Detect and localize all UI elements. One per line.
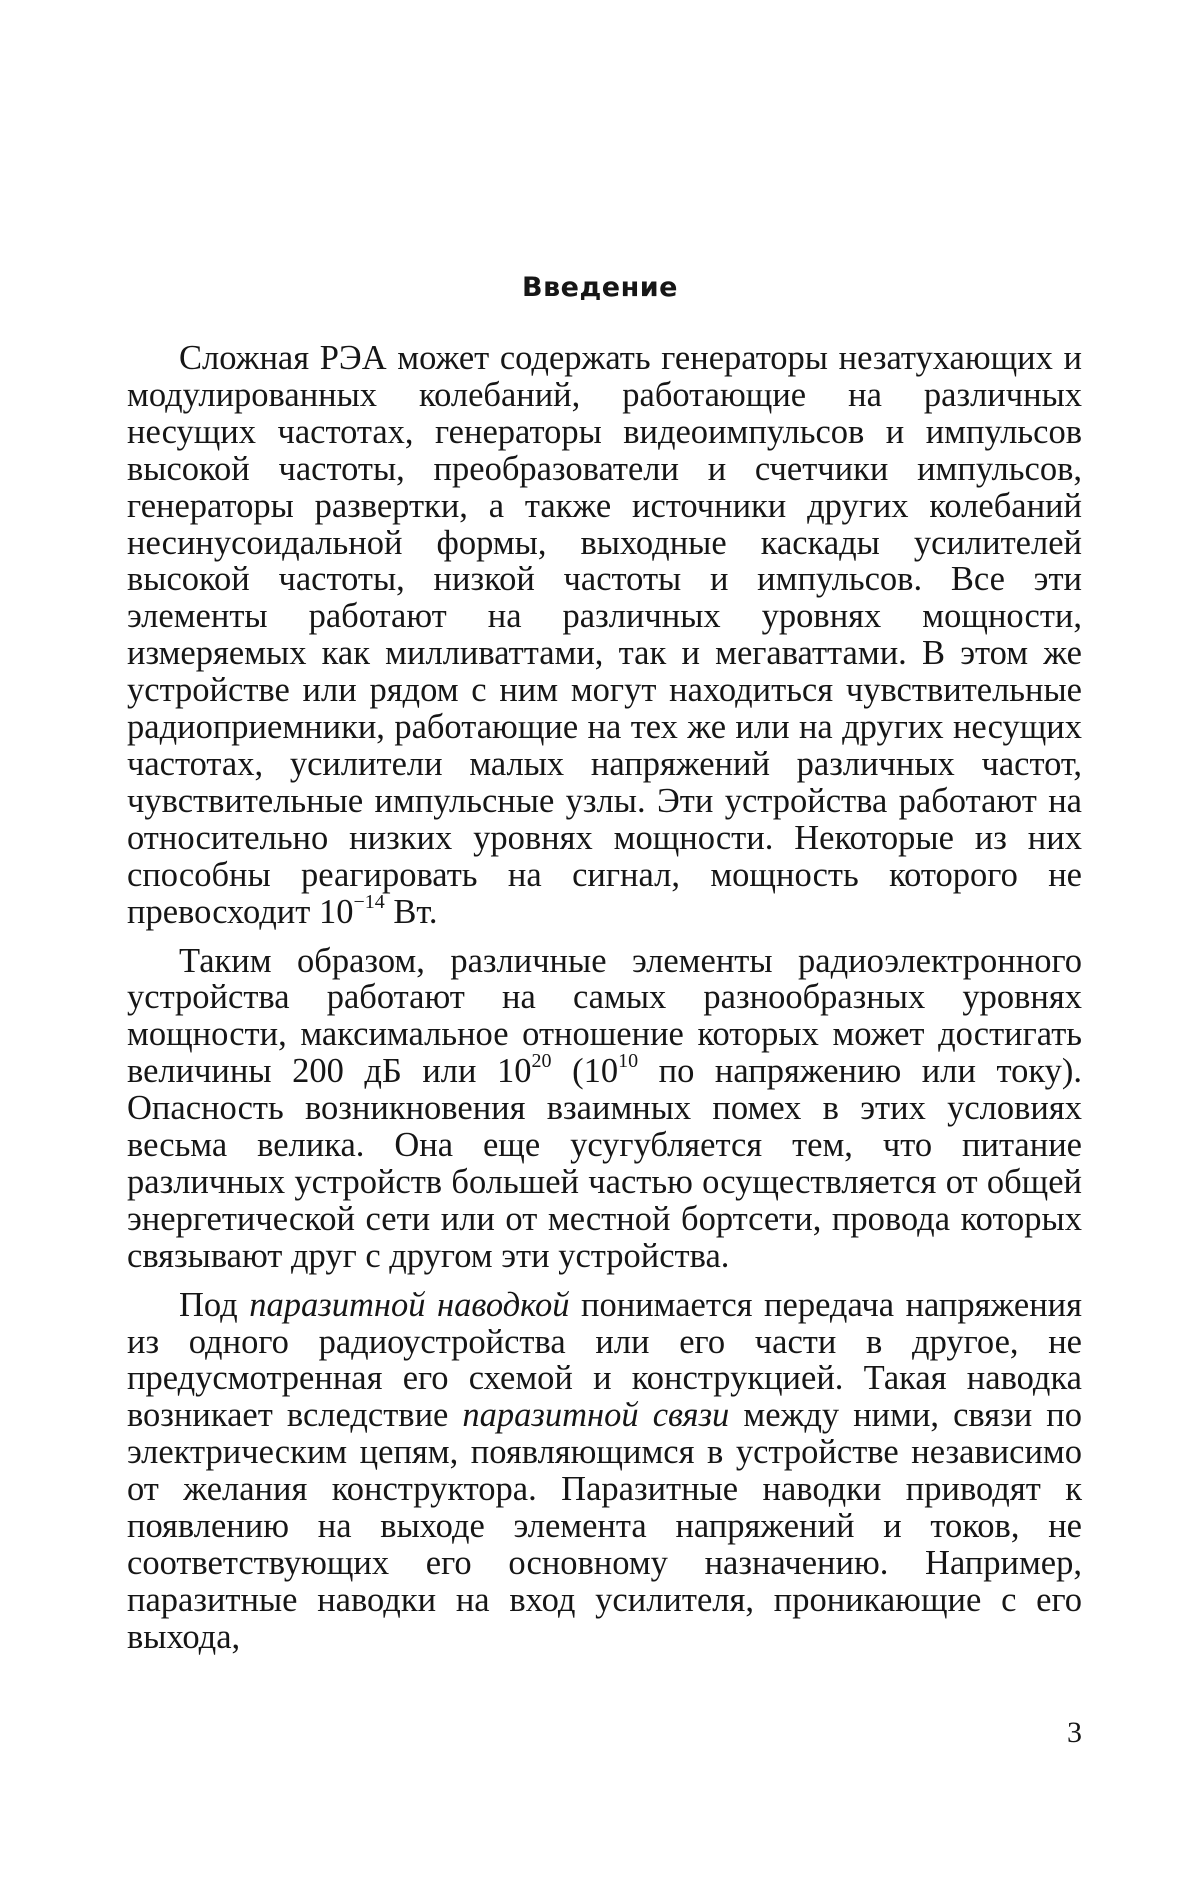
page-heading: Введение xyxy=(522,272,678,303)
paragraph-3-part-2: понимается передача напряжения из одного радиоустройства или его части в другое, не предусмотренная его схемой и конструкцией. Такая наводка возникает вследствие xyxy=(127,1285,1082,1435)
ratio-exponent: 20 xyxy=(531,1050,552,1073)
paragraph-3 xyxy=(127,1287,1082,1656)
body-text xyxy=(127,340,1082,1656)
paragraph-1 xyxy=(127,340,1082,931)
paragraph-2-part-1: Таким образом, различные элементы радиоэлектронного устройства работают на самых разнообразных уровнях мощности, максимальное отношение которых может достигать величины 200 дБ или 10 xyxy=(127,941,1082,1091)
paragraph-2-part-3: по напряжению или току). Опасность возникновения взаимных помех в этих условиях весьма велика. Она еще усугубляется тем, что питание различных устройств большей частью осуществляется от общей энергетической сети или от местной бортсети, провода которых связывают друг с другом эти устройства. xyxy=(127,1052,1082,1275)
term-parasitic-coupling: паразитной связи xyxy=(462,1396,730,1435)
paragraph-2 xyxy=(127,943,1082,1275)
paragraph-3-part-1: Под xyxy=(179,1285,250,1324)
voltage-exponent: 10 xyxy=(618,1050,639,1073)
page-number: 3 xyxy=(1067,1716,1082,1749)
paragraph-2-part-2: (10 xyxy=(551,1052,619,1091)
paragraph-1-tail: Вт. xyxy=(384,892,438,931)
term-parasitic-pickup: паразитной наводкой xyxy=(249,1285,570,1324)
paragraph-1-text: Сложная РЭА может содержать генераторы незатухающих и модулированных колебаний, работающие на различных несущих частотах, генераторы видеоимпульсов и импульсов высокой частоты, преобразователи и счетчики импульсов, генераторы развертки, а также источники других колебаний несинусоидальной формы, выходные каскады усилителей высокой частоты, низкой частоты и импульсов. Все эти элементы работают на различных уровнях мощности, измеряемых как милливаттами, так и мегаваттами. В этом же устройстве или рядом с ним могут находиться чувствительные радиоприемники, работающие на тех же или на других несущих частотах, усилители малых напряжений различных частот, чувствительные импульсные узлы. Эти устройства работают на относительно низких уровнях мощности. Некоторые из них способны реагировать на сигнал, мощность которого не превосходит 10 xyxy=(127,339,1082,931)
power-exponent: −14 xyxy=(353,890,385,913)
paragraph-3-part-3: между ними, связи по электрическим цепям, появляющимся в устройстве независимо от желания конструктора. Паразитные наводки приводят к появлению на выходе элемента напряжений и токов, не соответствующих его основному назначению. Например, паразитные наводки на вход усилителя, проникающие с его выхода, xyxy=(127,1396,1082,1656)
